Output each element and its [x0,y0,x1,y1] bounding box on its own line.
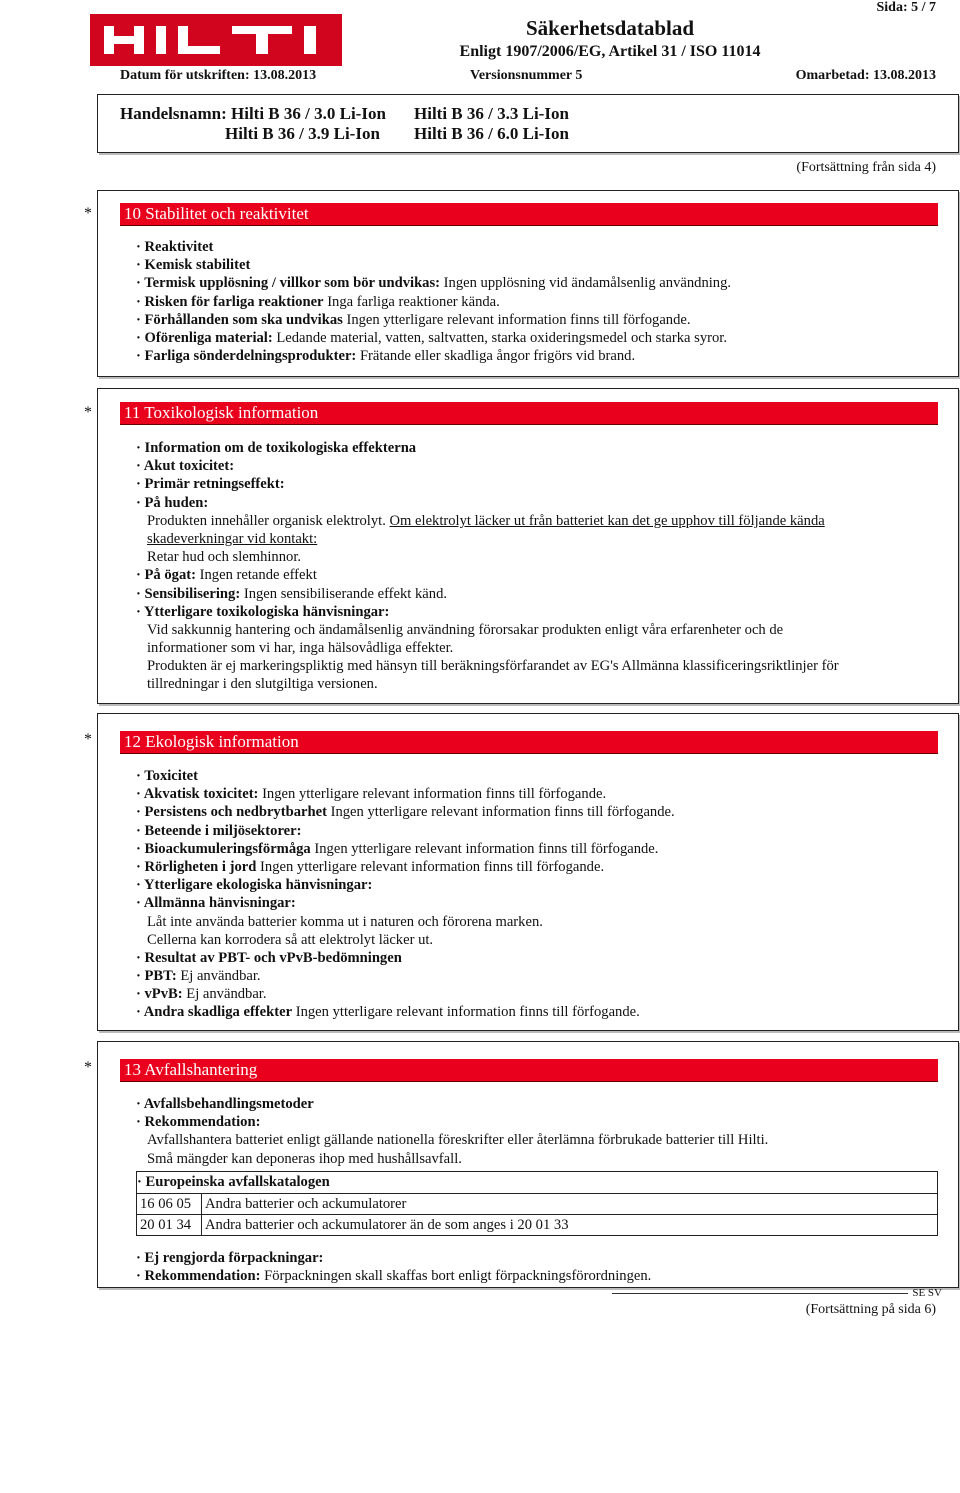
waste-description: Andra batterier och ackumulatorer än de som anges i 20 01 33 [202,1215,938,1236]
section-line: · Oförenliga material: Ledande material, vatten, saltvatten, starka oxideringsmedel och starka syror. [136,329,727,346]
revised-date: Omarbetad: 13.08.2013 [795,68,936,83]
document-title [360,16,860,61]
waste-catalogue-table [136,1193,938,1236]
table-row [137,1215,938,1236]
product-box [97,94,959,153]
further-text-4: tillredningar i den slutgiltiga versionen. [147,676,378,693]
change-marker: * [84,1059,92,1076]
table-row [137,1194,938,1215]
section-10-lines [136,238,938,365]
sensitisation-line: · Sensibilisering: Ingen sensibiliserande effekt känd. [136,585,448,602]
title-text: Säkerhetsdatablad [525,16,695,40]
section-13 [97,1041,959,1288]
section-13-lines-2 [136,1249,938,1285]
section-12-title: 12 Ekologisk information [120,731,938,754]
further-tox-heading: · Ytterligare toxikologiska hänvisningar: [136,603,390,620]
section-12 [97,713,959,1031]
section-line: · Termisk upplösning / villkor som bör undvikas: Ingen upplösning vid ändamålsenlig användning. [136,275,732,292]
section-line: · Toxicitet [136,768,199,784]
acute-toxicity: · Akut toxicitet: [136,458,235,475]
change-marker: * [84,404,92,421]
continued-to: (Fortsättning på sida 6) [805,1302,936,1317]
page-number: Sida: 5 / 7 [876,0,936,15]
section-line: · Resultat av PBT- och vPvB-bedömningen [136,949,402,966]
print-date: Datum för utskriften: 13.08.2013 [120,68,317,83]
continued-from: (Fortsättning från sida 4) [796,160,936,175]
on-skin-label: · På huden: [136,494,209,511]
section-line: · Rörligheten i jord Ingen ytterligare relevant information finns till förfogande. [136,858,605,875]
skin-text-3: Retar hud och slemhinnor. [147,549,302,566]
skin-text-1: Produkten innehåller organisk elektrolyt. Om elektrolyt läcker ut från batteriet kan det ge upphov till följande kända [147,512,825,529]
meta-row [120,68,936,86]
section-line: · Farliga sönderdelningsprodukter: Frätande eller skadliga ångor frigörs vid brand. [136,348,636,365]
section-line: · Allmänna hänvisningar: [136,895,296,912]
general-note-2: Cellerna kan korrodera så att elektrolyt läcker ut. [147,931,434,948]
toxic-info-heading: · Information om de toxikologiska effekterna [136,440,417,456]
section-10-title: 10 Stabilitet och reaktivitet [120,203,938,226]
disposal-methods: · Avfallsbehandlingsmetoder [136,1096,314,1112]
section-line: · Förhållanden som ska undvikas Ingen ytterligare relevant information finns till förfogande. [136,311,691,328]
change-marker: * [84,205,92,222]
section-line: · Kemisk stabilitet [136,257,251,274]
regulation-subtitle: Enligt 1907/2006/EG, Artikel 31 / ISO 11014 [459,43,761,60]
further-text-3: Produkten är ej markeringspliktig med hänsyn till beräkningsförfarandet av EG's Allmänna klassificeringsriktlinjer för [147,658,839,675]
product-name-2: Hilti B 36 / 3.3 Li-Ion [414,104,569,123]
section-line: · vPvB: Ej användbar. [136,986,267,1003]
section-10 [97,190,959,377]
section-line: · Risken för farliga reaktioner Inga farliga reaktioner kända. [136,293,500,310]
product-name-3: Hilti B 36 / 3.9 Li-Ion [225,124,380,143]
waste-code: 16 06 05 [137,1194,202,1215]
further-text-2: informationer som vi har, inga hälsovådliga effekter. [147,640,454,657]
section-12-lines [136,767,938,1022]
waste-code: 20 01 34 [137,1215,202,1236]
section-11 [97,388,959,704]
waste-description: Andra batterier och ackumulatorer [202,1194,938,1215]
section-line: · Reaktivitet [136,239,214,255]
language-code: SE SV [912,1287,942,1299]
eye-line: · På ögat: Ingen retande effekt [136,567,317,584]
further-text-1: Vid sakkunnig hantering och ändamålsenlig användning förorsakar produkten enligt våra erfarenheter och de [147,621,784,638]
section-13-title: 13 Avfallshantering [120,1059,938,1082]
section-line: · Beteende i miljösektorer: [136,822,302,839]
change-marker: * [84,731,92,748]
product-name-4: Hilti B 36 / 6.0 Li-Ion [414,124,569,143]
section-11-lines [136,439,938,694]
section-11-title: 11 Toxikologisk information [120,402,938,425]
waste-catalogue-header [136,1171,938,1194]
recommendation-label: · Rekommendation: [136,1114,261,1131]
version-number: Versionsnummer 5 [470,68,583,83]
recommendation-text-1: Avfallshantera batteriet enligt gällande nationella föreskrifter eller återlämna förbrukade batterier till Hilti. [147,1132,769,1149]
footer-divider [612,1293,908,1294]
uncleaned-packaging: · Ej rengjorda förpackningar: [136,1250,324,1266]
primary-irritation: · Primär retningseffekt: [136,476,285,493]
general-note-1: Låt inte använda batterier komma ut i naturen och förorena marken. [147,913,543,930]
section-line: · Persistens och nedbrytbarhet Ingen ytterligare relevant information finns till förfogande. [136,804,675,821]
section-line: · PBT: Ej användbar. [136,968,261,985]
recommendation-text-2: Små mängder kan deponeras ihop med hushållsavfall. [147,1150,462,1167]
section-13-lines [136,1095,938,1168]
packaging-recommendation: · Rekommendation: Förpackningen skall skaffas bort enligt förpackningsförordningen. [136,1268,652,1285]
section-line: · Akvatisk toxicitet: Ingen ytterligare relevant information finns till förfogande. [136,786,607,803]
trade-name-label: Handelsnamn: Hilti B 36 / 3.0 Li-Ion [120,104,386,123]
waste-catalogue-label: · Europeinska avfallskatalogen [137,1174,330,1190]
section-line: · Andra skadliga effekter Ingen ytterligare relevant information finns till förfogande. [136,1004,640,1021]
hilti-logo [90,14,342,66]
section-line: · Bioackumuleringsförmåga Ingen ytterligare relevant information finns till förfogande. [136,840,659,857]
skin-text-2: skadeverkningar vid kontakt: [147,530,318,547]
hilti-logo-mark [90,14,342,66]
section-line: · Ytterligare ekologiska hänvisningar: [136,877,373,894]
